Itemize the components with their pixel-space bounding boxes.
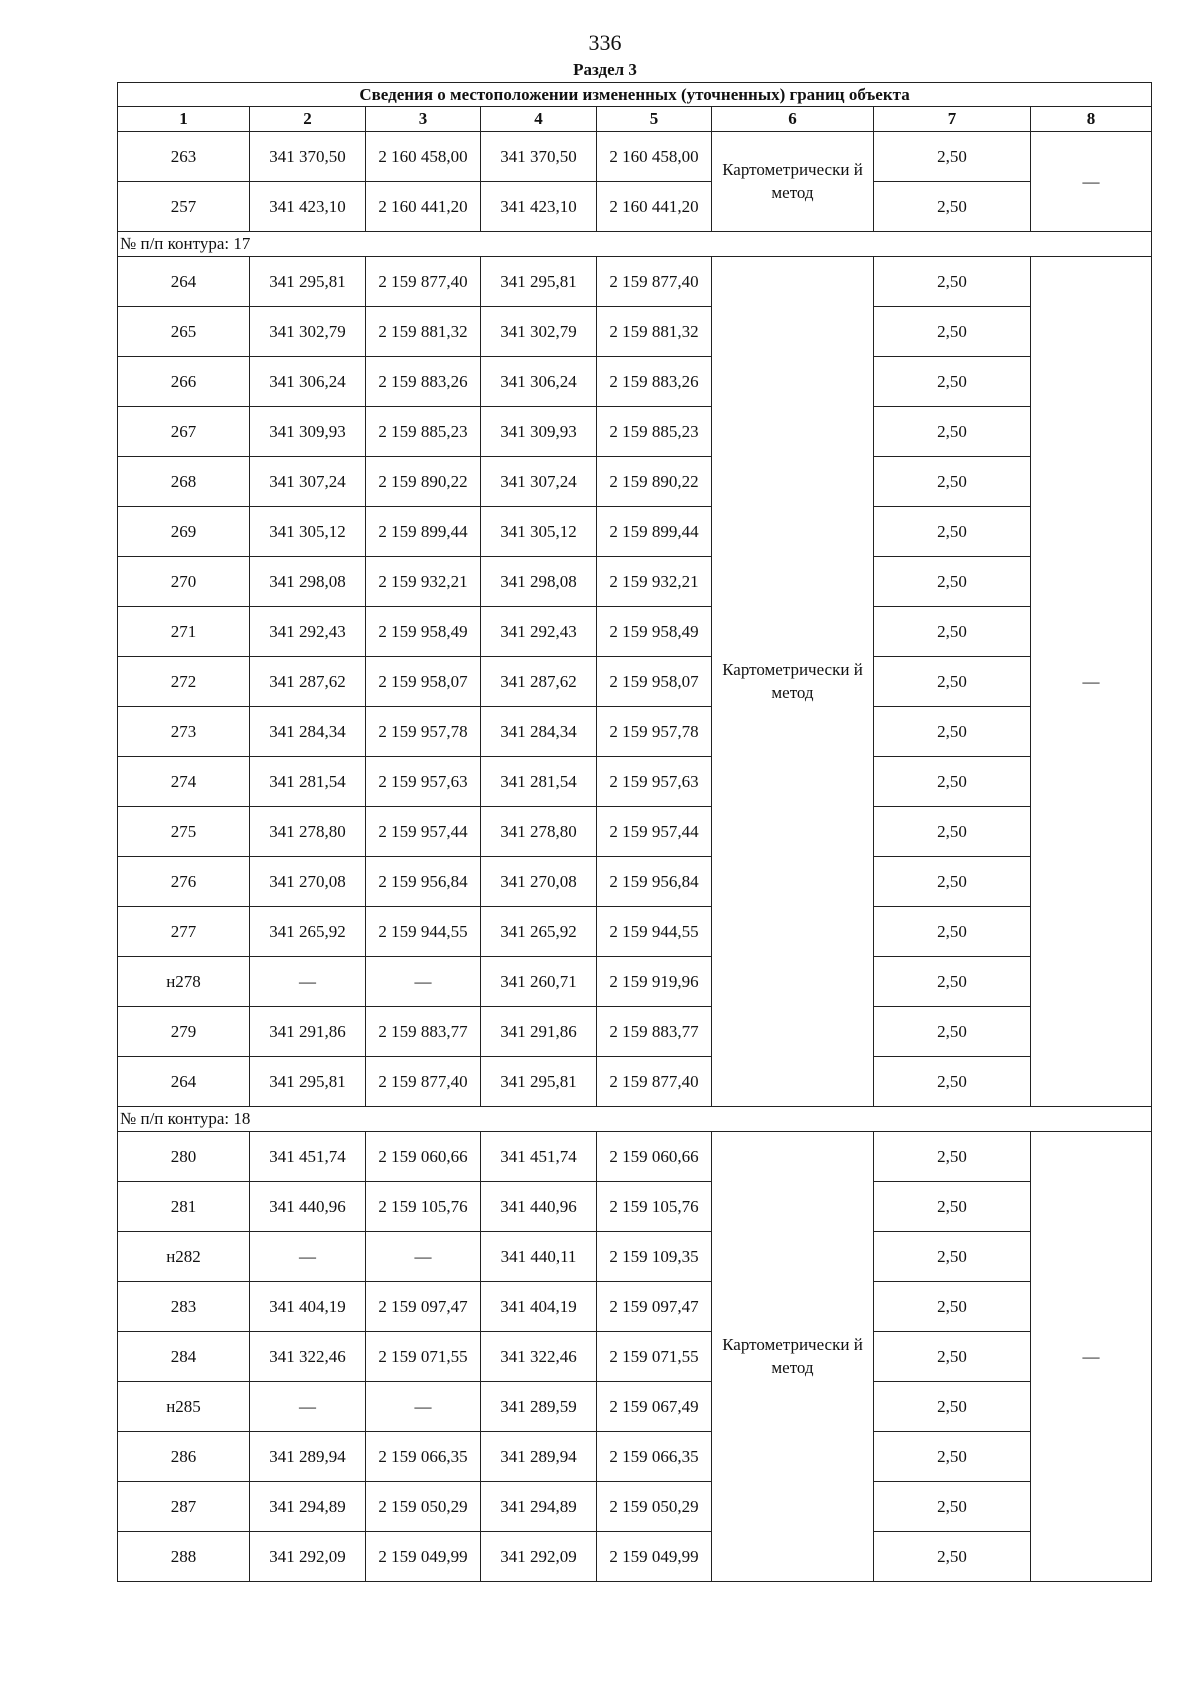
- column-number-cell: 2: [250, 107, 366, 132]
- point-cell-col4: 341 307,24: [481, 457, 597, 507]
- point-cell-col5: 2 159 883,77: [597, 1007, 712, 1057]
- point-cell-col5: 2 159 957,44: [597, 807, 712, 857]
- point-cell-col1: 279: [118, 1007, 250, 1057]
- accuracy-cell: 2,50: [874, 707, 1031, 757]
- accuracy-cell: 2,50: [874, 257, 1031, 307]
- point-cell-col5: 2 159 109,35: [597, 1232, 712, 1282]
- point-cell-col3: 2 159 877,40: [366, 257, 481, 307]
- point-cell-col4: 341 295,81: [481, 1057, 597, 1107]
- table-row: [118, 1482, 1152, 1532]
- point-cell-col3: 2 159 071,55: [366, 1332, 481, 1382]
- accuracy-cell: 2,50: [874, 407, 1031, 457]
- point-cell-col5: 2 159 881,32: [597, 307, 712, 357]
- accuracy-cell: 2,50: [874, 182, 1031, 232]
- accuracy-cell: 2,50: [874, 907, 1031, 957]
- point-cell-col2: 341 306,24: [250, 357, 366, 407]
- accuracy-cell: 2,50: [874, 507, 1031, 557]
- point-cell-col3: 2 159 877,40: [366, 1057, 481, 1107]
- contour-row: [118, 1107, 1152, 1132]
- point-cell-col1: н282: [118, 1232, 250, 1282]
- table-row: [118, 182, 1152, 232]
- point-cell-col1: 270: [118, 557, 250, 607]
- point-cell-col1: 272: [118, 657, 250, 707]
- point-cell-col4: 341 302,79: [481, 307, 597, 357]
- column-number-cell: 6: [712, 107, 874, 132]
- point-cell-col1: н285: [118, 1382, 250, 1432]
- point-cell-col3: —: [366, 1232, 481, 1282]
- point-cell-col5: 2 159 899,44: [597, 507, 712, 557]
- point-cell-col5: 2 159 957,63: [597, 757, 712, 807]
- point-cell-col1: 288: [118, 1532, 250, 1582]
- table-row: [118, 1057, 1152, 1107]
- point-cell-col4: 341 284,34: [481, 707, 597, 757]
- point-cell-col2: —: [250, 1232, 366, 1282]
- point-cell-col1: н278: [118, 957, 250, 1007]
- point-cell-col4: 341 404,19: [481, 1282, 597, 1332]
- table-row: [118, 1332, 1152, 1382]
- point-cell-col5: 2 159 958,07: [597, 657, 712, 707]
- point-cell-col5: 2 159 958,49: [597, 607, 712, 657]
- point-cell-col3: 2 159 956,84: [366, 857, 481, 907]
- accuracy-cell: 2,50: [874, 307, 1031, 357]
- accuracy-cell: 2,50: [874, 1182, 1031, 1232]
- accuracy-cell: 2,50: [874, 457, 1031, 507]
- point-cell-col3: 2 159 060,66: [366, 1132, 481, 1182]
- point-cell-col3: 2 159 050,29: [366, 1482, 481, 1532]
- contour-row: [118, 232, 1152, 257]
- point-cell-col2: 341 451,74: [250, 1132, 366, 1182]
- point-cell-col3: —: [366, 957, 481, 1007]
- method-cell: Картометрически й метод: [712, 257, 874, 1107]
- point-cell-col3: 2 159 885,23: [366, 407, 481, 457]
- accuracy-cell: 2,50: [874, 1382, 1031, 1432]
- point-cell-col1: 269: [118, 507, 250, 557]
- point-cell-col2: 341 298,08: [250, 557, 366, 607]
- point-cell-col2: 341 305,12: [250, 507, 366, 557]
- point-cell-col5: 2 159 877,40: [597, 257, 712, 307]
- point-cell-col5: 2 159 957,78: [597, 707, 712, 757]
- point-cell-col1: 275: [118, 807, 250, 857]
- accuracy-cell: 2,50: [874, 607, 1031, 657]
- point-cell-col1: 283: [118, 1282, 250, 1332]
- table-row: [118, 1532, 1152, 1582]
- point-cell-col2: —: [250, 1382, 366, 1432]
- col8-cell: —: [1031, 1132, 1152, 1582]
- table-row: [118, 507, 1152, 557]
- point-cell-col3: 2 159 883,26: [366, 357, 481, 407]
- point-cell-col3: —: [366, 1382, 481, 1432]
- point-cell-col2: 341 287,62: [250, 657, 366, 707]
- point-cell-col4: 341 294,89: [481, 1482, 597, 1532]
- point-cell-col2: 341 440,96: [250, 1182, 366, 1232]
- point-cell-col2: 341 309,93: [250, 407, 366, 457]
- point-cell-col5: 2 159 049,99: [597, 1532, 712, 1582]
- point-cell-col5: 2 159 105,76: [597, 1182, 712, 1232]
- point-cell-col4: 341 292,09: [481, 1532, 597, 1582]
- point-cell-col5: 2 160 458,00: [597, 132, 712, 182]
- page-number: 336: [588, 30, 622, 55]
- point-cell-col4: 341 440,96: [481, 1182, 597, 1232]
- point-cell-col2: 341 291,86: [250, 1007, 366, 1057]
- point-cell-col3: 2 159 957,78: [366, 707, 481, 757]
- accuracy-cell: 2,50: [874, 1057, 1031, 1107]
- point-cell-col4: 341 309,93: [481, 407, 597, 457]
- point-cell-col5: 2 160 441,20: [597, 182, 712, 232]
- point-cell-col2: 341 294,89: [250, 1482, 366, 1532]
- point-cell-col3: 2 159 958,07: [366, 657, 481, 707]
- point-cell-col1: 257: [118, 182, 250, 232]
- point-cell-col2: 341 270,08: [250, 857, 366, 907]
- point-cell-col1: 271: [118, 607, 250, 657]
- table-row: [118, 557, 1152, 607]
- point-cell-col4: 341 305,12: [481, 507, 597, 557]
- accuracy-cell: 2,50: [874, 557, 1031, 607]
- point-cell-col1: 281: [118, 1182, 250, 1232]
- point-cell-col1: 280: [118, 1132, 250, 1182]
- column-number-cell: 5: [597, 107, 712, 132]
- accuracy-cell: 2,50: [874, 132, 1031, 182]
- accuracy-cell: 2,50: [874, 1282, 1031, 1332]
- table-row: [118, 757, 1152, 807]
- table-row: [118, 357, 1152, 407]
- table-row: [118, 657, 1152, 707]
- table-row: [118, 1382, 1152, 1432]
- point-cell-col1: 273: [118, 707, 250, 757]
- point-cell-col4: 341 322,46: [481, 1332, 597, 1382]
- point-cell-col2: 341 265,92: [250, 907, 366, 957]
- point-cell-col3: 2 159 883,77: [366, 1007, 481, 1057]
- point-cell-col1: 277: [118, 907, 250, 957]
- column-number-cell: 1: [118, 107, 250, 132]
- accuracy-cell: 2,50: [874, 807, 1031, 857]
- column-number-row: [118, 107, 1152, 132]
- point-cell-col5: 2 159 066,35: [597, 1432, 712, 1482]
- point-cell-col2: 341 295,81: [250, 1057, 366, 1107]
- point-cell-col3: 2 159 881,32: [366, 307, 481, 357]
- boundary-table: [117, 82, 1152, 1582]
- point-cell-col1: 286: [118, 1432, 250, 1482]
- point-cell-col4: 341 289,59: [481, 1382, 597, 1432]
- table-row: [118, 907, 1152, 957]
- column-number-cell: 7: [874, 107, 1031, 132]
- point-cell-col5: 2 159 885,23: [597, 407, 712, 457]
- col8-cell: —: [1031, 257, 1152, 1107]
- point-cell-col3: 2 159 066,35: [366, 1432, 481, 1482]
- point-cell-col3: 2 160 441,20: [366, 182, 481, 232]
- point-cell-col5: 2 159 890,22: [597, 457, 712, 507]
- column-number-cell: 3: [366, 107, 481, 132]
- point-cell-col3: 2 159 932,21: [366, 557, 481, 607]
- point-cell-col4: 341 281,54: [481, 757, 597, 807]
- point-cell-col5: 2 159 883,26: [597, 357, 712, 407]
- table-caption: Сведения о местоположении измененных (уточненных) границ объекта: [118, 83, 1152, 107]
- table-row: [118, 1432, 1152, 1482]
- point-cell-col2: 341 404,19: [250, 1282, 366, 1332]
- point-cell-col3: 2 159 957,63: [366, 757, 481, 807]
- table-row: [118, 1232, 1152, 1282]
- point-cell-col1: 263: [118, 132, 250, 182]
- table-row: [118, 407, 1152, 457]
- point-cell-col4: 341 298,08: [481, 557, 597, 607]
- point-cell-col4: 341 265,92: [481, 907, 597, 957]
- point-cell-col5: 2 159 932,21: [597, 557, 712, 607]
- table-row: [118, 707, 1152, 757]
- point-cell-col4: 341 260,71: [481, 957, 597, 1007]
- table-row: [118, 857, 1152, 907]
- method-cell: Картометрически й метод: [712, 1132, 874, 1582]
- table-row: [118, 1132, 1152, 1182]
- point-cell-col4: 341 295,81: [481, 257, 597, 307]
- point-cell-col4: 341 370,50: [481, 132, 597, 182]
- table-row: [118, 457, 1152, 507]
- table-row: [118, 957, 1152, 1007]
- accuracy-cell: 2,50: [874, 1132, 1031, 1182]
- table-row: [118, 1007, 1152, 1057]
- point-cell-col2: 341 292,09: [250, 1532, 366, 1582]
- point-cell-col3: 2 159 049,99: [366, 1532, 481, 1582]
- point-cell-col4: 341 440,11: [481, 1232, 597, 1282]
- point-cell-col4: 341 423,10: [481, 182, 597, 232]
- contour-label: № п/п контура: 18: [118, 1107, 1152, 1132]
- point-cell-col2: 341 281,54: [250, 757, 366, 807]
- accuracy-cell: 2,50: [874, 1482, 1031, 1532]
- column-number-cell: 8: [1031, 107, 1152, 132]
- point-cell-col2: —: [250, 957, 366, 1007]
- point-cell-col4: 341 291,86: [481, 1007, 597, 1057]
- point-cell-col1: 274: [118, 757, 250, 807]
- point-cell-col3: 2 159 899,44: [366, 507, 481, 557]
- point-cell-col5: 2 159 067,49: [597, 1382, 712, 1432]
- table-row: [118, 607, 1152, 657]
- accuracy-cell: 2,50: [874, 1432, 1031, 1482]
- accuracy-cell: 2,50: [874, 657, 1031, 707]
- accuracy-cell: 2,50: [874, 1332, 1031, 1382]
- table-row: [118, 1282, 1152, 1332]
- point-cell-col4: 341 292,43: [481, 607, 597, 657]
- point-cell-col2: 341 302,79: [250, 307, 366, 357]
- accuracy-cell: 2,50: [874, 1532, 1031, 1582]
- point-cell-col3: 2 159 957,44: [366, 807, 481, 857]
- point-cell-col3: 2 159 944,55: [366, 907, 481, 957]
- accuracy-cell: 2,50: [874, 1007, 1031, 1057]
- point-cell-col4: 341 278,80: [481, 807, 597, 857]
- point-cell-col5: 2 159 050,29: [597, 1482, 712, 1532]
- point-cell-col3: 2 159 097,47: [366, 1282, 481, 1332]
- accuracy-cell: 2,50: [874, 1232, 1031, 1282]
- contour-label: № п/п контура: 17: [118, 232, 1152, 257]
- section-title: Раздел 3: [573, 60, 637, 79]
- table-row: [118, 132, 1152, 182]
- table-row: [118, 807, 1152, 857]
- point-cell-col5: 2 159 071,55: [597, 1332, 712, 1382]
- point-cell-col1: 264: [118, 1057, 250, 1107]
- point-cell-col5: 2 159 944,55: [597, 907, 712, 957]
- point-cell-col3: 2 159 105,76: [366, 1182, 481, 1232]
- point-cell-col1: 268: [118, 457, 250, 507]
- point-cell-col4: 341 289,94: [481, 1432, 597, 1482]
- point-cell-col4: 341 451,74: [481, 1132, 597, 1182]
- accuracy-cell: 2,50: [874, 357, 1031, 407]
- point-cell-col1: 264: [118, 257, 250, 307]
- point-cell-col5: 2 159 060,66: [597, 1132, 712, 1182]
- table-row: [118, 257, 1152, 307]
- accuracy-cell: 2,50: [874, 857, 1031, 907]
- point-cell-col1: 267: [118, 407, 250, 457]
- point-cell-col4: 341 287,62: [481, 657, 597, 707]
- method-cell: Картометрически й метод: [712, 132, 874, 232]
- point-cell-col2: 341 295,81: [250, 257, 366, 307]
- accuracy-cell: 2,50: [874, 957, 1031, 1007]
- point-cell-col1: 265: [118, 307, 250, 357]
- table-row: [118, 307, 1152, 357]
- point-cell-col2: 341 423,10: [250, 182, 366, 232]
- point-cell-col2: 341 370,50: [250, 132, 366, 182]
- point-cell-col2: 341 322,46: [250, 1332, 366, 1382]
- point-cell-col2: 341 307,24: [250, 457, 366, 507]
- accuracy-cell: 2,50: [874, 757, 1031, 807]
- point-cell-col1: 266: [118, 357, 250, 407]
- point-cell-col1: 284: [118, 1332, 250, 1382]
- point-cell-col2: 341 292,43: [250, 607, 366, 657]
- point-cell-col4: 341 306,24: [481, 357, 597, 407]
- point-cell-col3: 2 159 890,22: [366, 457, 481, 507]
- point-cell-col5: 2 159 877,40: [597, 1057, 712, 1107]
- point-cell-col2: 341 278,80: [250, 807, 366, 857]
- point-cell-col5: 2 159 956,84: [597, 857, 712, 907]
- point-cell-col4: 341 270,08: [481, 857, 597, 907]
- col8-cell: —: [1031, 132, 1152, 232]
- point-cell-col1: 287: [118, 1482, 250, 1532]
- table-row: [118, 1182, 1152, 1232]
- column-number-cell: 4: [481, 107, 597, 132]
- point-cell-col1: 276: [118, 857, 250, 907]
- point-cell-col3: 2 159 958,49: [366, 607, 481, 657]
- point-cell-col5: 2 159 919,96: [597, 957, 712, 1007]
- point-cell-col3: 2 160 458,00: [366, 132, 481, 182]
- point-cell-col5: 2 159 097,47: [597, 1282, 712, 1332]
- point-cell-col2: 341 289,94: [250, 1432, 366, 1482]
- point-cell-col2: 341 284,34: [250, 707, 366, 757]
